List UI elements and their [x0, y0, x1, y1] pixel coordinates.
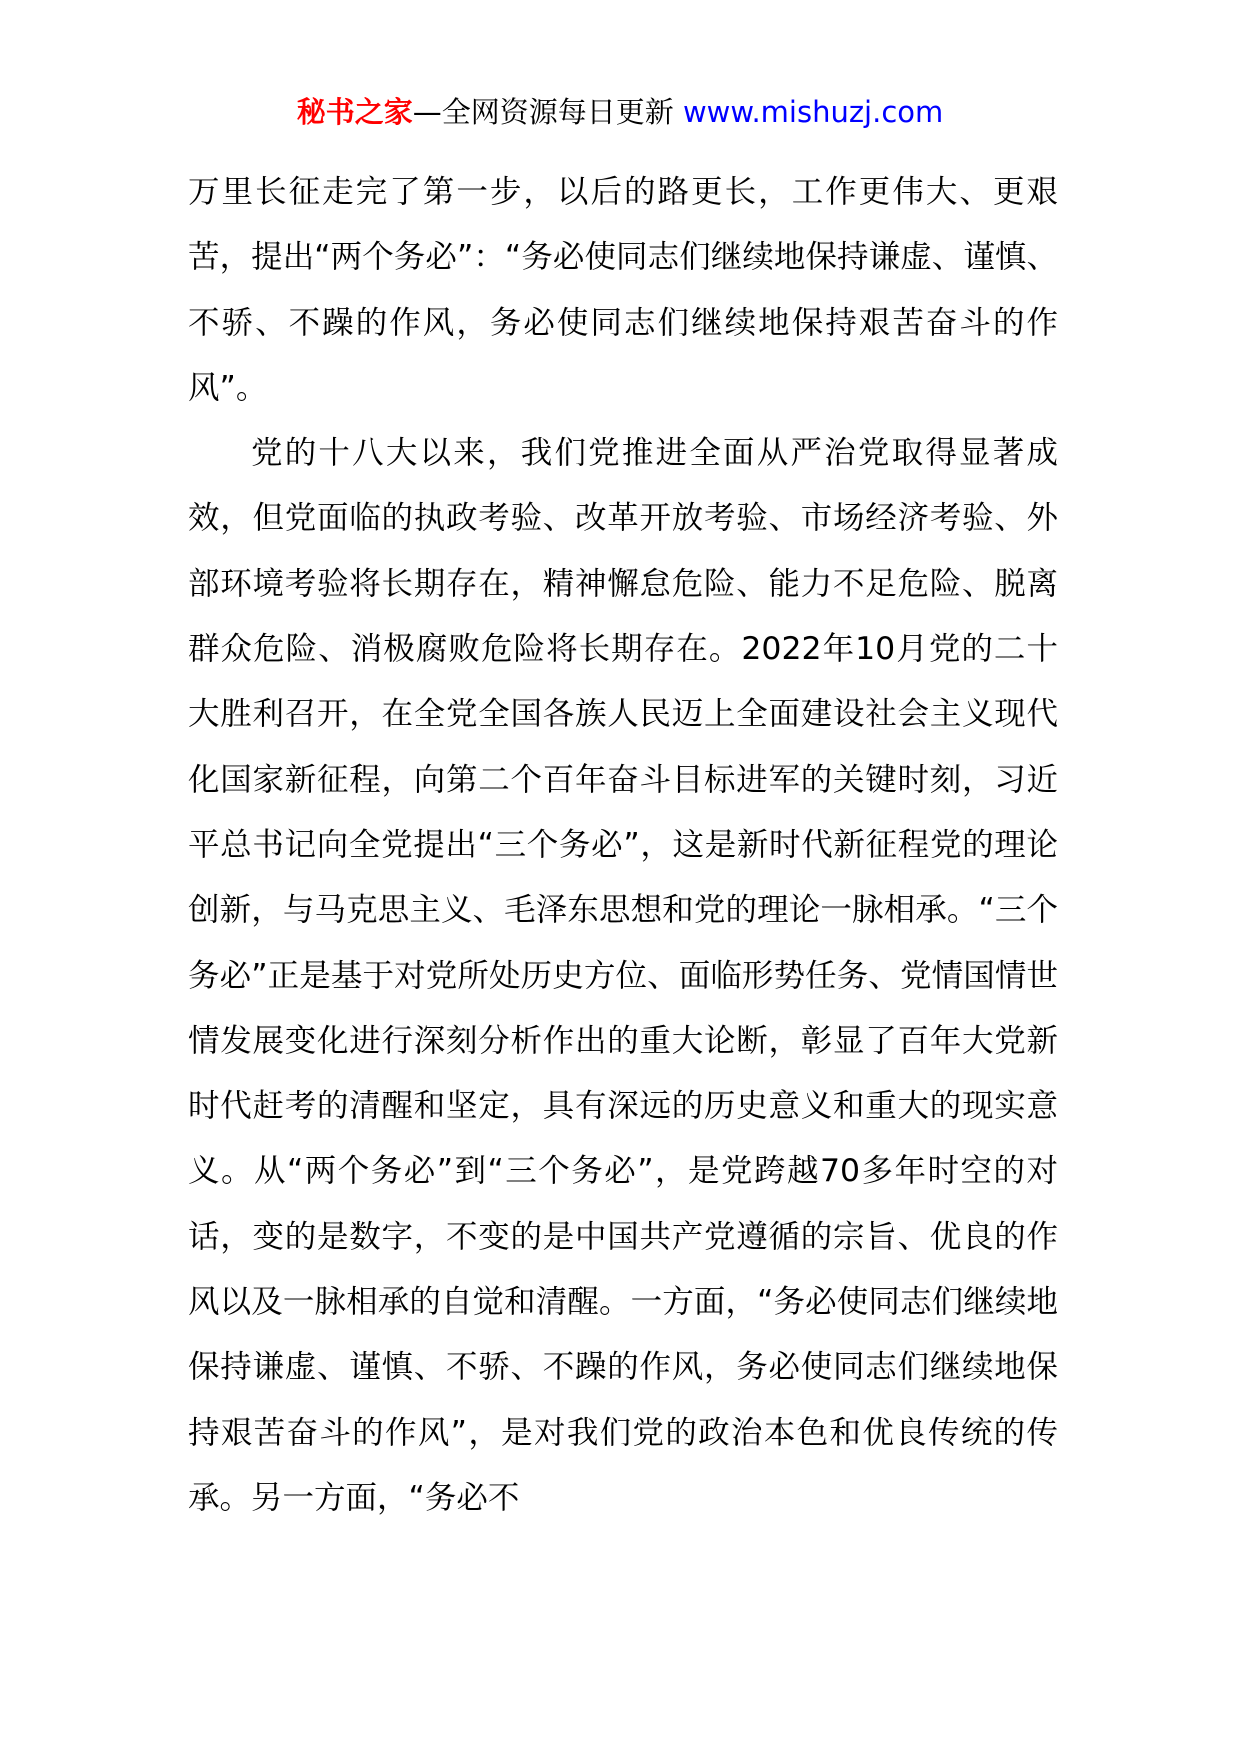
- paragraph-body: 党的十八大以来，我们党推进全面从严治党取得显著成效，但党面临的执政考验、改革开放考验、市场经济考验、外部环境考验将长期存在，精神懈怠危险、能力不足危险、脱离群众危险、消极腐败危险将长期存在。2022年10月党的二十大胜利召开，在全党全国各族人民迈上全面建设社会主义现代化国家新征程，向第二个百年奋斗目标进军的关键时刻，习近平总书记向全党提出“三个务必”，这是新时代新征程党的理论创新，与马克思主义、毛泽东思想和党的理论一脉相承。“三个务必”正是基于对党所处历史方位、面临形势任务、党情国情世情发展变化进行深刻分析作出的重大论断，彰显了百年大党新时代赶考的清醒和坚定，具有深远的历史意义和重大的现实意义。从“两个务必”到“三个务必”，是党跨越70多年时空的对话，变的是数字，不变的是中国共产党遵循的宗旨、优良的作风以及一脉相承的自觉和清醒。一方面，“务必使同志们继续地保持谦虚、谨慎、不骄、不躁的作风，务必使同志们继续地保持艰苦奋斗的作风”，是对我们党的政治本色和优良传统的传承。另一方面，“务必不: [188, 435, 1058, 1516]
- site-brand: 秘书之家: [296, 95, 413, 129]
- site-header: [0, 92, 1240, 132]
- site-slogan: —全网资源每日更新: [412, 95, 674, 129]
- document-body: [188, 160, 1058, 1531]
- site-url-link[interactable]: www.mishuzj.com: [682, 95, 944, 129]
- paragraph-continuation: 万里长征走完了第一步，以后的路更长，工作更伟大、更艰苦，提出“两个务必”：“务必使同志们继续地保持谦虚、谨慎、不骄、不躁的作风，务必使同志们继续地保持艰苦奋斗的作风”。: [188, 174, 1058, 406]
